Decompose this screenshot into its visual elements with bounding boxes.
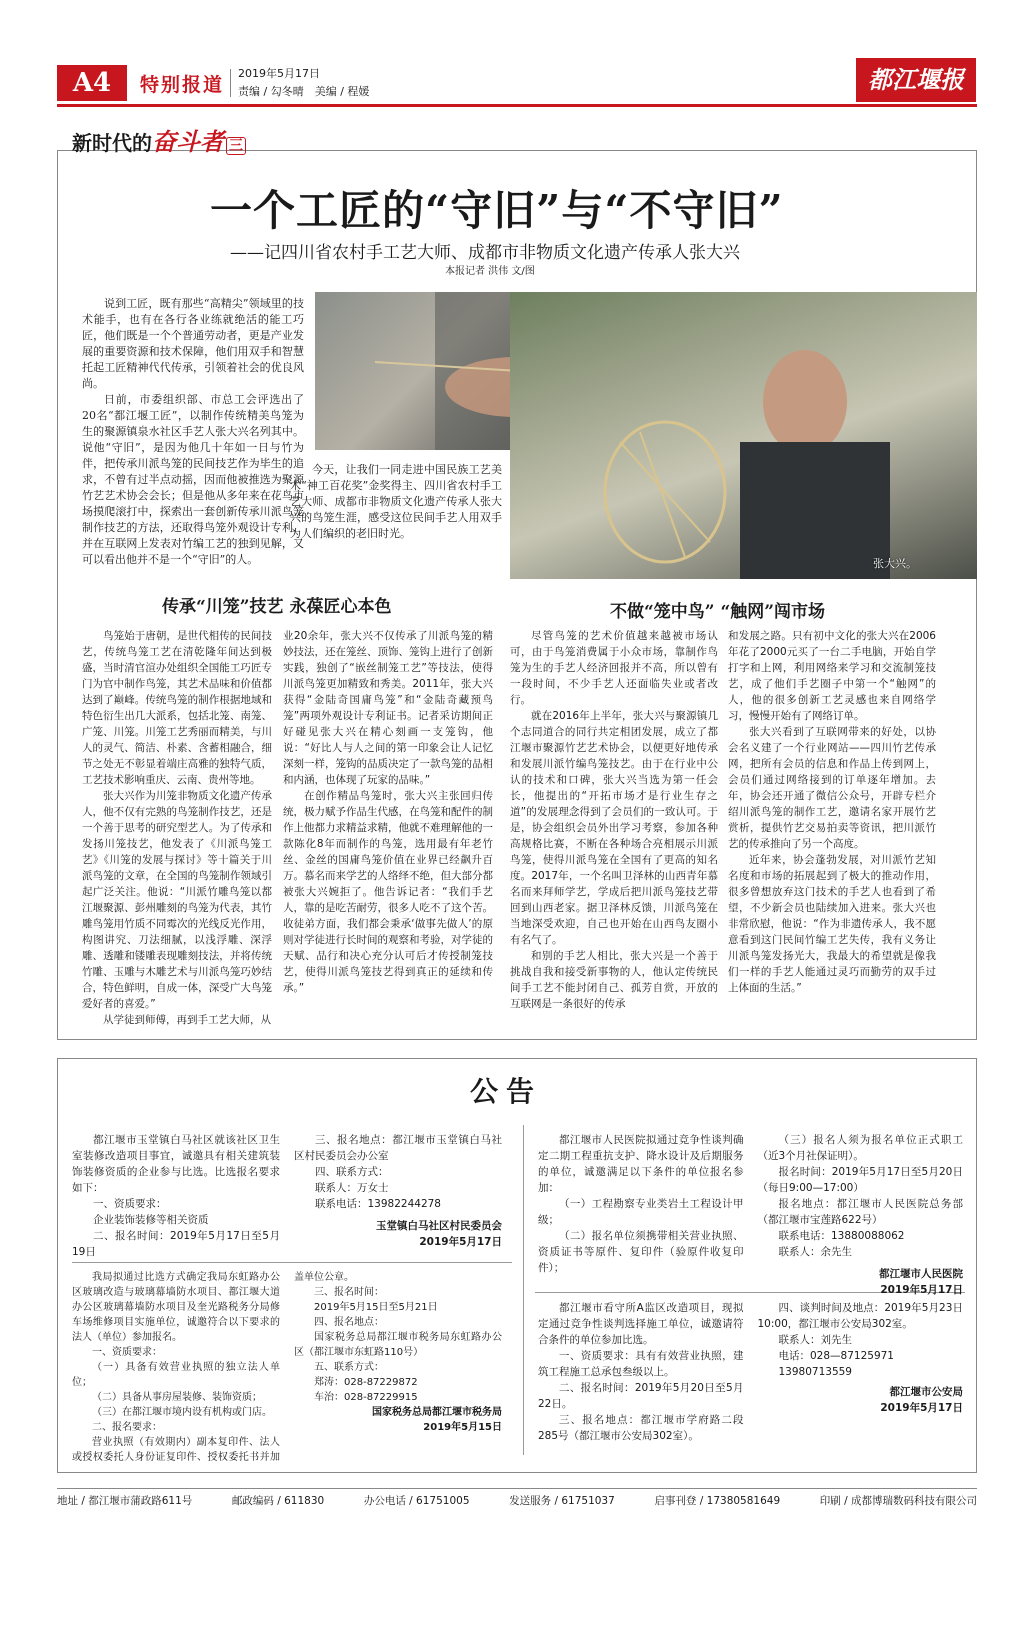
notice-line: 联系电话：13982244278 [315,1198,441,1210]
footer-delivery: 发送服务 / 61751037 [509,1495,615,1507]
page-number: A4 [57,65,127,101]
notice-line: （三）在都江堰市境内设有机构或门店。 [92,1407,272,1418]
paragraph: 和别的手艺人相比，张大兴是一个善于挑战自我和接受新事物的人，他认定传统民间手工艺不能封闭自己、孤芳自赏，开放的互联网是一条很好的传承 [510,950,718,1010]
portrait-illustration [510,292,977,579]
paragraph: 张大兴作为川笼非物质文化遗产传承人，他不仅有完熟的鸟笼制作技艺，还是一个善于思考的研究型艺人。为了传承和发扬川笼技艺，他发表了《川派鸟笼工艺》《川笼的发展与探讨》等十篇关于川派鸟笼的文章，在全国的鸟笼制作领域引起广泛关注。他说：“川派竹雕鸟笼以都江堰聚源、彭州雕刻的鸟笼为代表，其竹雕鸟笼用竹质不同霉次的光线反光作用，构图讲究、刀法细腻，以浅浮雕、深浮雕、透雕和镂雕表现雕刻技法，并将传统竹雕、玉雕与木雕艺术与川派鸟笼巧妙结合，特色鲜明，自成一体，深受广大鸟笼爱好者的喜爱。” [82,790,272,1010]
notice-line: 四、报名地点： [314,1317,384,1328]
column-4 [728,628,936,996]
notice-line: 三、报名时间： [314,1287,384,1298]
series-tab [72,122,246,156]
series-number: 三 [226,137,246,155]
notice-line: 2019年5月15日至5月21日 [314,1302,438,1313]
paragraph: 和发展之路。只有初中文化的张大兴在2006年花了2000元买了一台二手电脑，开始自学打字和上网，利用网络来学习和交流制笼技艺，成了他们手艺圈子中第一个“触网”的人，他的很多创新工艺灵感也来自网络学习，慢慢开始有了网络订单。 [728,630,936,722]
paragraph: 业20余年，张大兴不仅传承了川派鸟笼的精妙技法，还在笼丝、顶饰、笼钩上进行了创新实践，独创了“嵌丝制笼工艺”等技法，使得川派鸟笼更加精致和秀美。2011年，张大兴获得“金陆奇国庸鸟笼”和“金陆奇藏预鸟笼”两项外观设计专利证书。记者采访期间正好碰见张大兴在精心刻画一支笼钩，他说：“好比人与人之间的第一印象会让人记忆深刻一样，笼钩的品质决定了一款鸟笼的品相和内涵，也体现了玩家的品味。” [283,630,493,786]
byline: 本报记者 洪伟 文/图 [445,266,535,277]
notice-signer: 都江堰市公安局 [889,1386,963,1398]
notice-line: 企业装饰装修等相关资质 [93,1214,209,1226]
section-title: 不做“笼中鸟” “触网”闯市场 [610,602,826,622]
notice-signer: 都江堰市人民医院 [879,1268,963,1280]
intro-text-end [290,462,502,542]
notice-line: （一）具备有效营业执照的独立法人单位； [72,1362,280,1388]
notice-line: 四、联系方式： [315,1166,389,1178]
notice-line: 联系人：万女士 [315,1182,389,1194]
column-2 [283,628,493,996]
notice-line: 报名时间：2019年5月17日至5月20日（每日9:00—17:00） [757,1166,963,1194]
notice-hospital [538,1132,963,1298]
notice-white-horse [72,1132,502,1260]
notice-line: 车治：028-87229915 [314,1392,418,1403]
notice-line: 13980713559 [778,1366,852,1378]
footer-ads: 启事刊登 / 17380581649 [654,1495,781,1507]
notice-line: 一、资质要求： [92,1347,162,1358]
notice-date: 2019年5月17日 [419,1236,502,1248]
footer-printer: 印刷 / 成都博瑞数码科技有限公司 [819,1495,977,1507]
section-name: 特别报道 [140,74,225,96]
notice-line: 一、资质要求：具有有效营业执照，建筑工程施工总承包叁级以上。 [538,1350,744,1378]
notice-date: 2019年5月17日 [880,1402,963,1414]
notice-tax-bureau [72,1270,502,1465]
article-subtitle: ——记四川省农村手工艺大师、成都市非物质文化遗产传承人张大兴 [230,243,740,263]
notice-line: （二）报名单位须携带相关营业执照、资质证书等原件、复印件（验原件收复印件）； [538,1230,744,1274]
column-3 [510,628,718,1012]
notice-line: （二）具备从事房屋装修、装饰资质； [92,1392,262,1403]
header-rule [57,104,977,107]
notice-line: 一、资质要求： [93,1198,167,1210]
notice-line: （一）工程勘察专业类岩土工程设计甲级； [538,1198,744,1226]
notice-line: 联系电话：13880088062 [778,1230,905,1242]
notice-line: 都江堰市玉堂镇白马社区就该社区卫生室装修改造项目事宜，诚邀具有相关建筑装饰装修资质的企业参与比选。比选报名要求如下： [72,1134,280,1194]
notice-line: 都江堰市看守所A监区改造项目，现拟定通过竞争性谈判选择施工单位，诚邀请符合条件的单位参加比选。 [538,1302,744,1346]
footer-address: 地址 / 都江堰市蒲政路611号 [57,1495,193,1507]
paragraph: 就在2016年上半年，张大兴与聚源镇几个志同道合的同行共定相团发展，成立了都江堰市聚源竹艺艺术协会，以便更好地传承和发展川派竹编鸟笼技艺。由于在行业中公认的技术和口碑，张大兴当选为第一任会长，他提出的“开拓市场才是行业生存之道”的发展理念得到了会员们的一致认可。于是，协会组织会员外出学习考察，参加各种高规格比赛，不断在各种场合亮相展示川派鸟笼，使得川派鸟笼在全国有了更高的知名度。2017年，一个名叫卫泽林的山西青年慕名而来拜师学艺，学成后把川派鸟笼技艺带回到山西老家。据卫泽林反馈，川派鸟笼在当地深受欢迎，自己也开始在山西鸟友圈小有名气了。 [510,710,718,946]
paragraph: 在创作精品鸟笼时，张大兴主张回归传统，极力赋予作品生代感，在鸟笼和配件的制作上他都力求精益求精，他就不难理解他的一款陈化8年而制作的鸟笼，选用最有年老竹丝、金丝的国庸鸟笼价值在业界已经飙升百万。慕名而来学艺的人络绎不绝，但大部分都被张大兴婉拒了。他告诉记者：“我们手艺人，靠的是吃苦耐劳，很多人吃不了这个苦。收徒弟方面，我们都会秉承‘做事先做人’的原则对学徒进行长时间的观察和考验，对学徒的天赋、品行和决心充分认可后才传授制笼技艺，使得川派鸟笼技艺得到真正的延续和传承。” [283,790,493,994]
notice-line: 国家税务总局都江堰市税务局东虹路办公区（都江堰市东虹路110号） [294,1332,502,1358]
notice-line: 营业执照（有效期内）副本复印件、法人或授权委托人身份证复印件、授权委托书并加盖单位公章。 [72,1272,354,1463]
footer [57,1488,977,1508]
paragraph: 鸟笼始于唐朝，是世代相传的民间技艺，传统鸟笼工艺在清乾隆年间达到极盛，当时清官渲办处组织全国能工巧匠专门为官中制作鸟笼，其艺术品味和价值都达到了巅峰。传统鸟笼的制作根据地域和特色衍生出几大派系，包括北笼、南笼、广笼、川笼。川笼工艺秀丽而精美，与川人的灵气、简洁、朴素、含蓄相融合，细节之处无不彰显着端庄高雅的独特气质，工艺技术影响重庆、云南、贵州等地。 [82,630,272,786]
notice-title: 公告 [470,1075,543,1108]
notice-line: 三、报名地点：都江堰市学府路二段285号（都江堰市公安局302室）。 [538,1414,744,1442]
paragraph: 张大兴看到了互联网带来的好处，以协会名义建了一个行业网站——四川竹艺传承网，把所有会员的信息和作品上传到网上，会员们通过网络接到的订单逐年增加。去年，协会还开通了微信公众号，开辟专栏介绍川派鸟笼的制作工艺，邀请名家开展竹艺赏析，提供竹艺交易拍卖等资讯，把川派竹艺的传承推向了另一个高度。 [728,726,936,850]
notice-line: 二、报名要求： [92,1422,162,1433]
notice-line: 联系人：刘先生 [778,1334,852,1346]
notice-line: 联系人：余先生 [778,1246,852,1258]
notice-line: 三、报名地点：都江堰市玉堂镇白马社区村民委员会办公室 [294,1134,502,1162]
notice-line: 郑涛：028-87229872 [314,1377,418,1388]
series-label-a: 新时代的 [72,131,152,155]
notice-line: 二、报名时间：2019年5月20日至5月22日。 [538,1382,744,1410]
photo-caption: 张大兴。 [873,557,917,570]
notice-line: 都江堰市人民医院拟通过竞争性谈判确定二期工程重抗支护、降水设计及后期服务的单位，诚邀满足以下条件的单位报名参加： [538,1134,744,1194]
notice-line: 报名地点：都江堰市人民医院总务部（都江堰市宝莲路622号） [757,1198,963,1226]
notice-signer: 玉堂镇白马社区村民委员会 [376,1220,502,1232]
header-divider [230,69,231,97]
notice-line: 五、联系方式： [314,1362,384,1373]
notice-line: 我局拟通过比选方式确定我局东虹路办公区玻璃改造与玻璃幕墙防水项目、都江堰大道办公区玻璃幕墙防水项目及奎光路税务分局修车场维修项目实施单位，诚邀符合以下要求的法人（单位）参加报名。 [72,1272,280,1343]
notice-date: 2019年5月15日 [423,1422,502,1433]
notice-line: 电话：028—87125971 [778,1350,894,1362]
paragraph: 从学徒到师傅，再到手工艺大师，从 [103,1014,271,1026]
intro-para: 今天，让我们一同走进中国民族工艺美术“神工百花奖”金奖得主、四川省农村手工艺大师、成都市非物质文化遗产传承人张大兴的鸟笼生涯，感受这位民间手艺人用双手为人们编织的老旧时光。 [290,463,502,540]
newspaper-logo: 都江堰报 [856,58,976,102]
footer-office-phone: 办公电话 / 61751005 [363,1495,470,1507]
series-label-b: 奋斗者 [152,127,224,156]
notice-line: （三）报名人须为报名单位正式职工（近3个月社保证明）。 [757,1134,963,1162]
notice-divider [72,1262,512,1263]
intro-para: 日前，市委组织部、市总工会评选出了20名“都江堰工匠”，以制作传统精美鸟笼为生的聚源镇泉水社区手艺人张大兴名列其中。说他“守旧”，是因为他几十年如一日与竹为伴，把传承川派鸟笼的民间技艺作为毕生的追求，不曾有过半点动摇，因而他被推选为聚源竹艺艺术协会会长；但是他从多年来在花鸟市场摸爬滚打中，探索出一套创新传承川派鸟笼制作技艺的方法，还取得鸟笼外观设计专利，并在互联网上发表对竹编工艺的独到见解，又可以看出他并不是一个“守旧”的人。 [82,393,304,566]
paragraph: 近年来，协会蓬勃发展，对川派竹艺知名度和市场的拓展起到了极大的推动作用，很多曾想放弃这门技术的手艺人也看到了希望，不少新会员也陆续加入进来。张大兴也非常欣慰，他说：“作为非遗传承人，我不愿意看到这门民间竹编工艺失传，我有义务让川派鸟笼发扬光大，我最大的希望就是像我们一样的手艺人能通过灵巧而勤劳的双手过上体面的生活。” [728,854,936,994]
intro-text [82,296,304,568]
notice-divider [523,1125,524,1455]
notice-signer: 国家税务总局都江堰市税务局 [372,1407,502,1418]
portrait-photo [510,292,977,579]
section-title: 传承“川笼”技艺 永葆匠心本色 [162,597,392,617]
paragraph: 尽管鸟笼的艺术价值越来越被市场认可，由于鸟笼消费属于小众市场，靠制作鸟笼为生的手艺人经济回报并不高，所以曾有一段时间，不少手艺人还面临失业或者改行。 [510,630,718,706]
footer-postcode: 邮政编码 / 611830 [231,1495,325,1507]
notice-date: 2019年5月17日 [880,1284,963,1296]
column-1 [82,628,272,1028]
editors: 责编 / 勾冬晴 美编 / 程媛 [238,85,370,98]
article-title: 一个工匠的“守旧”与“不守旧” [210,186,784,235]
intro-para: 说到工匠，既有那些“高精尖”领域里的技术能手，也有在各行各业练就绝活的能工巧匠，他们既是一个个普通劳动者，更是产业发展的重要资源和技术保障，他们用双手和智慧托起工匠精神代代传承，引领着社会的优良风尚。 [82,297,304,390]
issue-date: 2019年5月17日 [238,67,320,80]
notice-public-security [538,1300,963,1444]
notice-line: 二、报名时间：2019年5月17日至5月19日 [72,1230,280,1258]
notice-line: 四、谈判时间及地点：2019年5月23日10:00，都江堰市公安局302室。 [757,1302,963,1330]
